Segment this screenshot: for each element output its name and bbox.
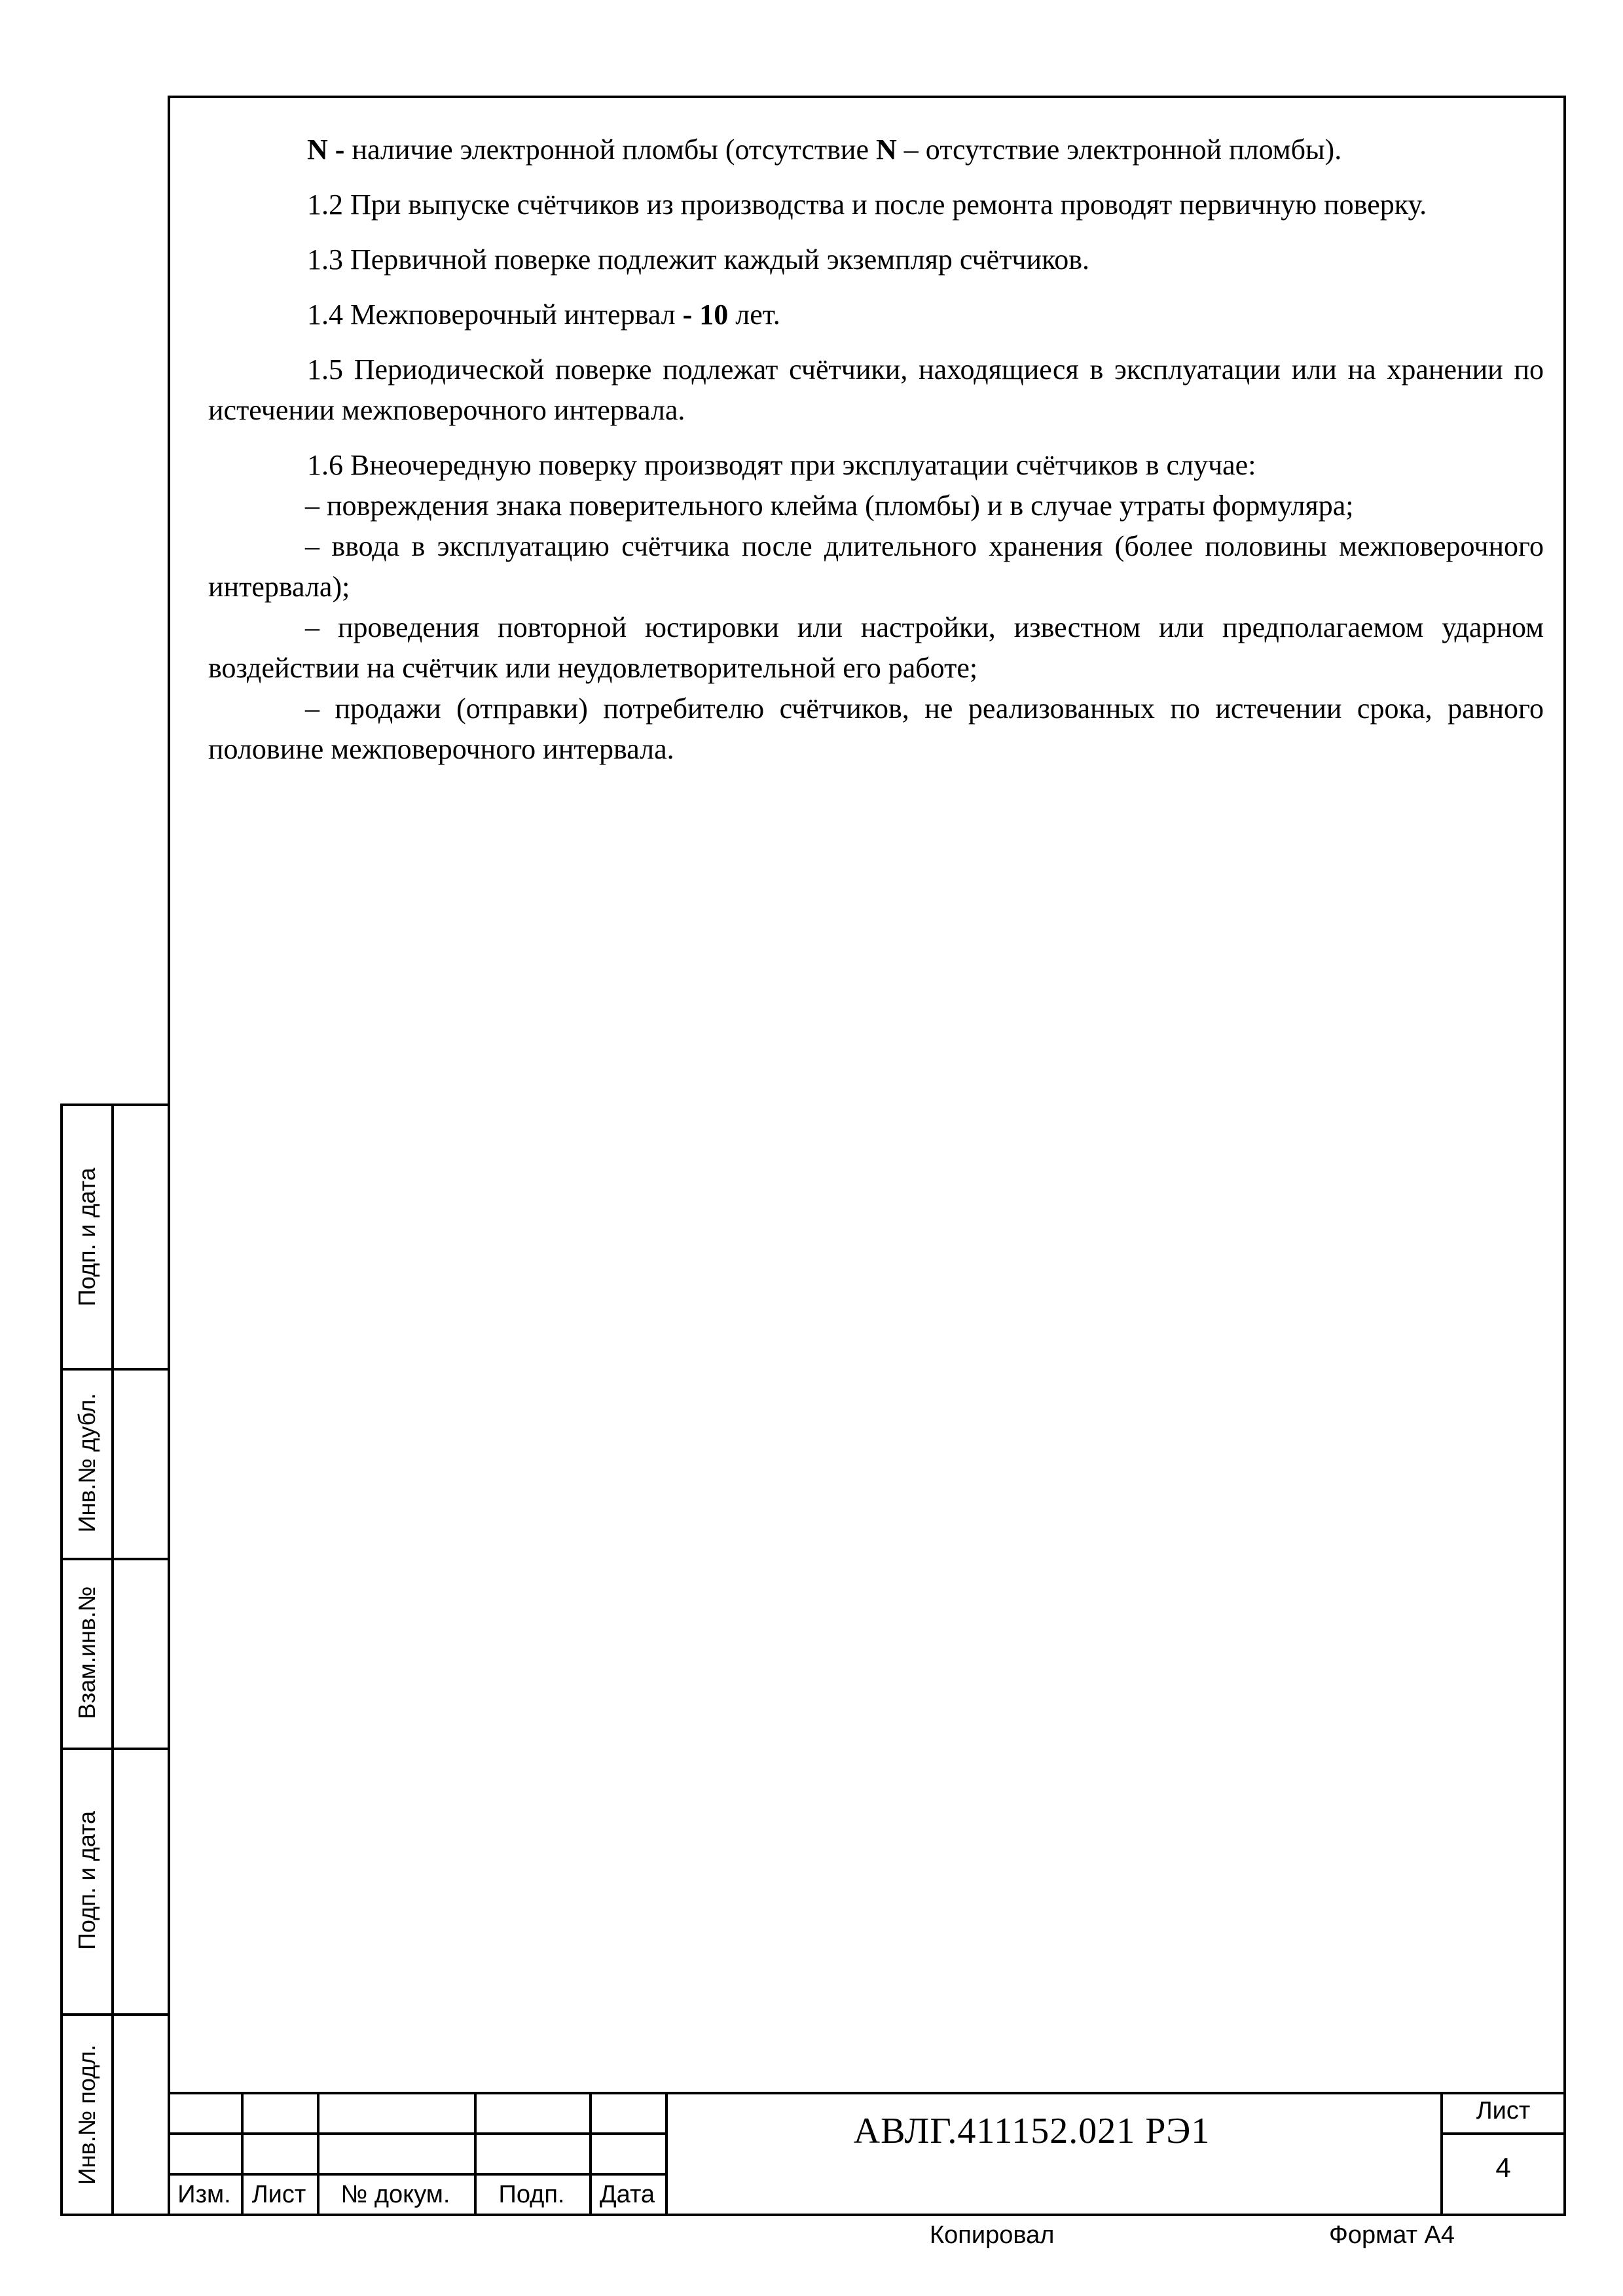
- side-label-orig-inv: Инв.№ подл.: [73, 2044, 100, 2185]
- document-body: [208, 130, 1544, 770]
- paragraph-1-6: 1.6 Внеочередную поверку производят при эксплуатации счётчиков в случае:: [307, 449, 1256, 481]
- side-label-sign-date: Подп. и дата: [73, 1167, 100, 1307]
- col-change-label: Изм.: [177, 2181, 231, 2208]
- paragraph-1-3: 1.3 Первичной поверке подлежит каждый экземпляр счётчиков.: [307, 243, 1090, 276]
- side-label-dup-inv: Инв.№ дубл.: [73, 1393, 100, 1533]
- list-item: – повреждения знака поверительного клейма (пломбы) и в случае утраты формуляра;: [305, 490, 1354, 522]
- list-item: – ввода в эксплуатацию счётчика после длительного хранения (более половины межповерочного интервала);: [208, 530, 1544, 603]
- paragraph-1-4: 1.4 Межповерочный интервал - 10 лет.: [307, 298, 780, 331]
- col-date-label: Дата: [599, 2181, 655, 2208]
- side-strip: [60, 1103, 170, 2216]
- side-label-sign-date-2: Подп. и дата: [73, 1810, 100, 1950]
- side-label-replace-inv: Взам.инв.№: [73, 1586, 100, 1719]
- paragraph-1-2: 1.2 При выпуске счётчиков из производства и после ремонта проводят первичную поверку.: [307, 188, 1427, 221]
- paragraph-seal: N - наличие электронной пломбы (отсутствие N – отсутствие электронной пломбы).: [307, 134, 1342, 166]
- col-sheet-label: Лист: [251, 2181, 306, 2208]
- col-doc-number-label: № докум.: [340, 2181, 450, 2208]
- col-signature-label: Подп.: [498, 2181, 565, 2208]
- footer-format: Формат А4: [1329, 2221, 1455, 2249]
- sheet-number: 4: [1495, 2152, 1511, 2183]
- bold-n-marker: N -: [307, 134, 345, 166]
- list-item: – продажи (отправки) потребителю счётчиков, не реализованных по истечении срока, равного половине межповерочного интервала.: [208, 692, 1544, 765]
- list-item: – проведения повторной юстировки или настройки, известном или предполагаемом ударном воздействии на счётчик или неудовлетворительной его работе;: [208, 611, 1544, 684]
- title-block: [168, 2092, 1566, 2216]
- document-code: АВЛГ.411152.021 РЭ1: [853, 2111, 1211, 2151]
- sheet-label: Лист: [1476, 2097, 1531, 2125]
- paragraph-1-5: 1.5 Периодической поверке подлежат счётчики, находящиеся в эксплуатации или на хранении по истечении межповерочного интервала.: [208, 353, 1544, 426]
- footer-copied: Копировал: [930, 2221, 1055, 2249]
